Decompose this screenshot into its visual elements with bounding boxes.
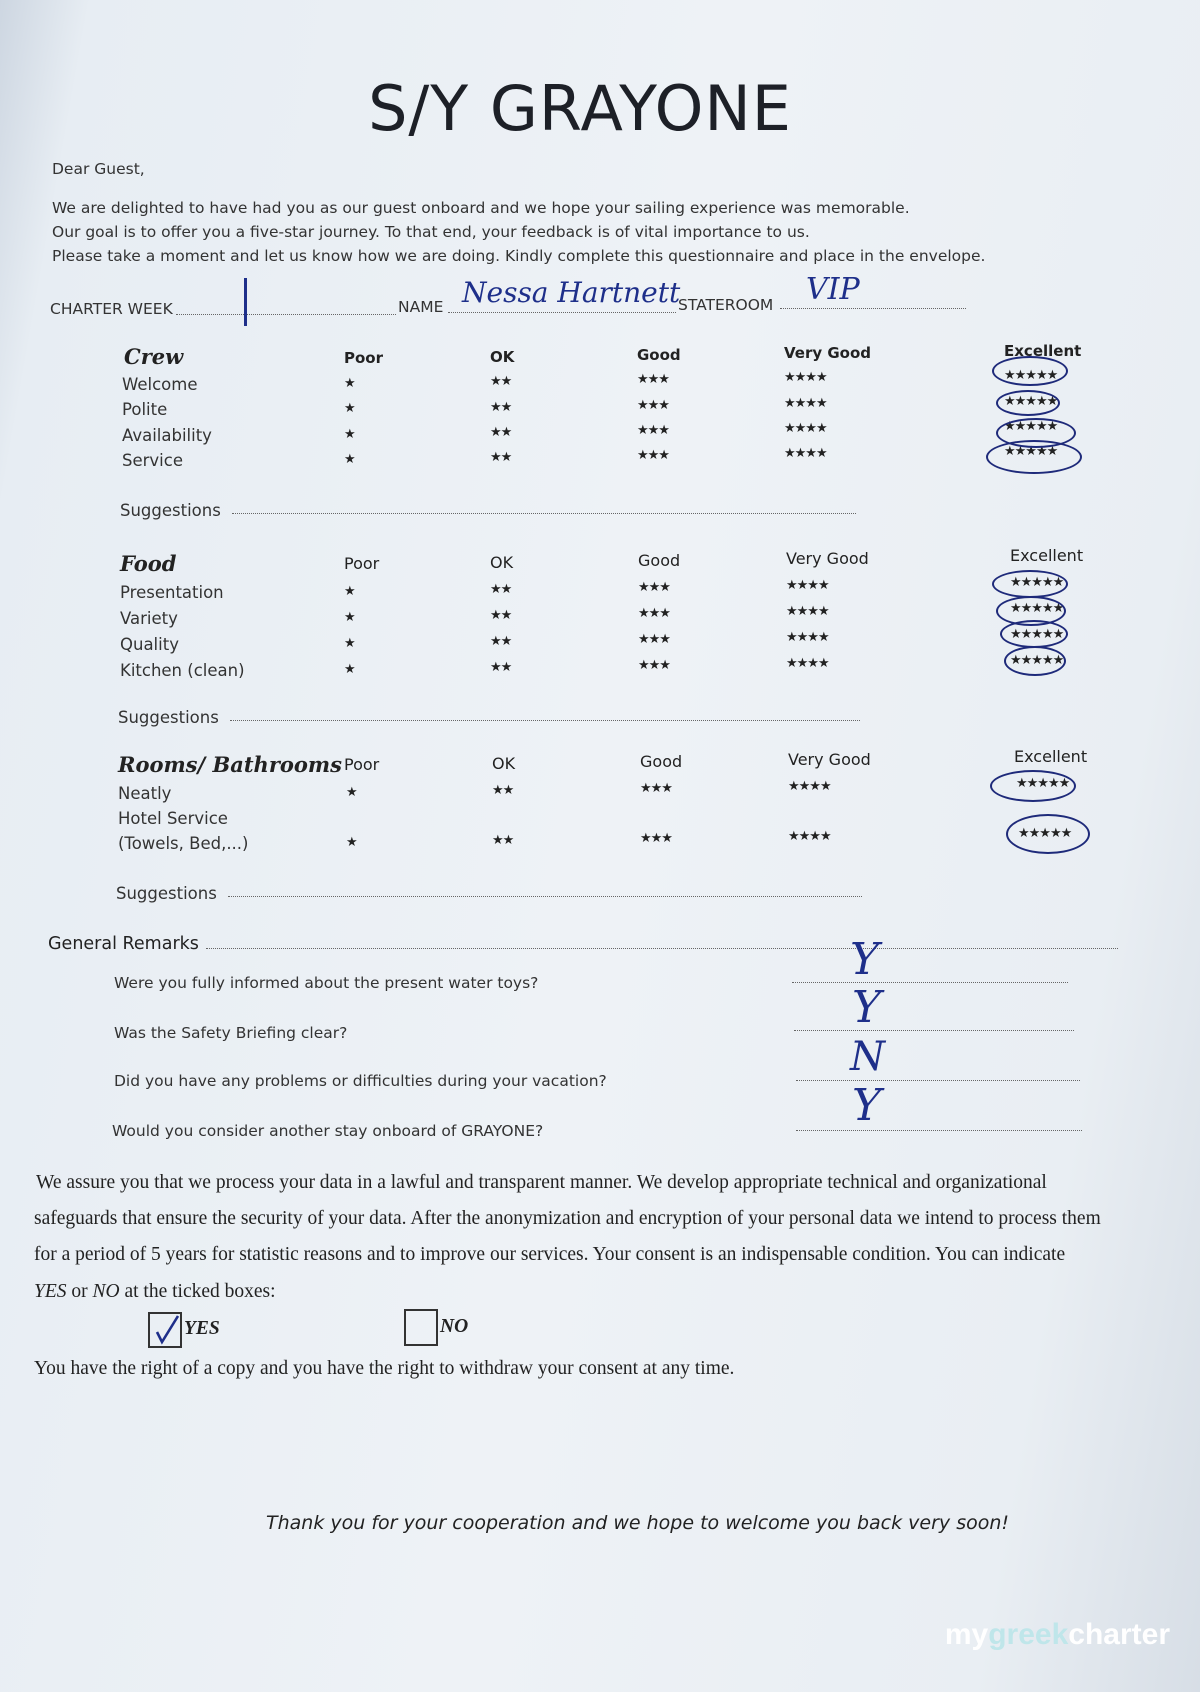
privacy-ticked-text: at the ticked boxes: — [124, 1281, 276, 1302]
question-another-stay: Would you consider another stay onboard of GRAYONE? — [112, 1122, 544, 1140]
star-rating[interactable]: ★ — [346, 785, 357, 800]
food-suggestions-label: Suggestions — [118, 708, 219, 727]
privacy-or-text: or — [71, 1281, 88, 1302]
privacy-line-3: for a period of 5 years for statistic reasons and to improve our services. Your consent is an indispensable condition. You can indicate — [34, 1244, 1066, 1265]
food-item-presentation: Presentation — [120, 583, 224, 602]
star-rating[interactable]: ★ — [344, 401, 355, 416]
answer-problems[interactable]: N — [850, 1034, 885, 1080]
star-rating[interactable]: ★★ — [490, 660, 512, 675]
star-rating[interactable]: ★★★ — [640, 781, 672, 796]
food-head-ok: OK — [490, 553, 514, 572]
star-rating[interactable]: ★★★ — [637, 372, 669, 387]
star-rating[interactable]: ★★★ — [637, 448, 669, 463]
rooms-head-excellent: Excellent — [1014, 747, 1088, 766]
answer-line[interactable] — [796, 1130, 1082, 1131]
yacht-title: S/Y GRAYONE — [368, 72, 792, 145]
rooms-item-hotel-service: Hotel Service — [118, 809, 228, 828]
star-rating[interactable]: ★ — [344, 376, 355, 391]
name-value[interactable]: Nessa Hartnett — [462, 276, 681, 309]
food-item-kitchen: Kitchen (clean) — [120, 661, 245, 680]
question-safety-briefing: Was the Safety Briefing clear? — [114, 1024, 348, 1042]
star-rating[interactable]: ★★ — [492, 783, 514, 798]
star-rating[interactable]: ★★★ — [638, 606, 670, 621]
crew-head-poor: Poor — [344, 349, 384, 367]
rooms-suggestions-line[interactable] — [228, 896, 862, 897]
star-rating[interactable]: ★★ — [490, 582, 512, 597]
name-line — [448, 312, 676, 313]
food-head-excellent: Excellent — [1010, 546, 1084, 565]
crew-item-welcome: Welcome — [122, 375, 198, 394]
crew-item-availability: Availability — [122, 426, 212, 445]
star-rating[interactable]: ★★★★★ — [1018, 826, 1072, 841]
privacy-rights: You have the right of a copy and you have the right to withdraw your consent at any time. — [34, 1358, 735, 1379]
star-rating[interactable]: ★★★ — [637, 398, 669, 413]
selected-circle — [986, 440, 1082, 474]
logo-part-1: my — [944, 1618, 989, 1651]
star-rating[interactable]: ★★★★★ — [1010, 627, 1064, 642]
star-rating[interactable]: ★ — [344, 427, 355, 442]
intro-line-2: Our goal is to offer you a five-star journey. To that end, your feedback is of vital importance to us. — [52, 223, 810, 241]
crew-item-service: Service — [122, 451, 183, 470]
food-head-verygood: Very Good — [786, 549, 869, 568]
answer-another-stay[interactable]: Y — [852, 1080, 882, 1131]
answer-safety-briefing[interactable]: Y — [852, 982, 882, 1033]
star-rating[interactable]: ★★★★ — [786, 656, 829, 671]
star-rating[interactable]: ★★ — [490, 608, 512, 623]
charter-week-label: CHARTER WEEK — [50, 300, 173, 318]
star-rating[interactable]: ★★★★ — [786, 604, 829, 619]
star-rating[interactable]: ★★★★★ — [1010, 601, 1064, 616]
selected-circle — [992, 570, 1068, 598]
intro-line-3: Please take a moment and let us know how we are doing. Kindly complete this questionnaire and place in the envelope. — [52, 247, 986, 265]
food-head-poor: Poor — [344, 554, 380, 573]
food-item-variety: Variety — [120, 609, 178, 628]
stateroom-label: STATEROOM — [678, 296, 774, 314]
star-rating[interactable]: ★★ — [490, 450, 512, 465]
star-rating[interactable]: ★★ — [490, 400, 512, 415]
star-rating[interactable]: ★★★★ — [788, 779, 831, 794]
star-rating[interactable]: ★★ — [492, 833, 514, 848]
star-rating[interactable]: ★★★★★ — [1016, 776, 1070, 791]
question-water-toys: Were you fully informed about the present water toys? — [114, 974, 539, 992]
star-rating[interactable]: ★★★ — [638, 658, 670, 673]
star-rating[interactable]: ★★★★ — [786, 630, 829, 645]
rooms-head-good: Good — [640, 752, 683, 771]
rooms-suggestions-label: Suggestions — [116, 884, 217, 903]
star-rating[interactable]: ★ — [344, 610, 355, 625]
star-rating[interactable]: ★★★ — [638, 580, 670, 595]
star-rating[interactable]: ★★★★★ — [1004, 419, 1058, 434]
star-rating[interactable]: ★ — [346, 835, 357, 850]
privacy-no-text: NO — [92, 1281, 120, 1302]
answer-water-toys[interactable]: Y — [850, 934, 880, 985]
answer-line[interactable] — [792, 982, 1068, 983]
star-rating[interactable]: ★ — [344, 584, 355, 599]
consent-no-checkbox[interactable] — [404, 1309, 438, 1346]
consent-no-label: NO — [440, 1316, 469, 1337]
star-rating[interactable]: ★★ — [490, 634, 512, 649]
star-rating[interactable]: ★★★★★ — [1004, 394, 1058, 409]
star-rating[interactable]: ★★★★ — [788, 829, 831, 844]
star-rating[interactable]: ★ — [344, 662, 355, 677]
crew-head-verygood: Very Good — [784, 344, 872, 362]
food-item-quality: Quality — [120, 635, 179, 654]
checkmark-icon — [150, 1314, 180, 1346]
privacy-line-2: safeguards that ensure the security of your data. After the anonymization and encryption of your personal data we intend to process them — [34, 1208, 1101, 1229]
selected-circle — [1000, 620, 1068, 648]
food-suggestions-line[interactable] — [230, 720, 860, 721]
star-rating[interactable]: ★★★★★ — [1010, 575, 1064, 590]
crew-head-excellent: Excellent — [1004, 342, 1082, 360]
logo-part-3: charter — [1068, 1618, 1170, 1651]
star-rating[interactable]: ★★★★★ — [1004, 368, 1058, 383]
stateroom-line — [780, 308, 966, 309]
star-rating[interactable]: ★★★★ — [784, 370, 827, 385]
watermark-logo — [945, 1618, 1170, 1652]
selected-circle — [1004, 646, 1066, 676]
intro-line-1: We are delighted to have had you as our guest onboard and we hope your sailing experience was memorable. — [52, 199, 910, 217]
pen-mark — [244, 278, 247, 326]
greeting: Dear Guest, — [52, 160, 145, 178]
star-rating[interactable]: ★★★★★ — [1010, 653, 1064, 668]
consent-yes-checkbox[interactable] — [148, 1312, 182, 1348]
rooms-item-neatly: Neatly — [118, 784, 172, 803]
star-rating[interactable]: ★★★★★ — [1004, 444, 1058, 459]
stateroom-value[interactable]: VIP — [806, 272, 860, 307]
closing-message: Thank you for your cooperation and we hope to welcome you back very soon! — [266, 1512, 1010, 1534]
rooms-item-towels-bed: (Towels, Bed,...) — [118, 834, 249, 853]
star-rating[interactable]: ★★★★ — [786, 578, 829, 593]
star-rating[interactable]: ★★★ — [638, 632, 670, 647]
crew-suggestions-label: Suggestions — [120, 501, 221, 520]
privacy-line-4 — [34, 1281, 276, 1303]
crew-title: Crew — [124, 344, 184, 369]
charter-week-line — [176, 314, 396, 315]
star-rating[interactable]: ★★★★ — [784, 446, 827, 461]
privacy-line-1: We assure you that we process your data in a lawful and transparent manner. We develop appropriate technical and organizational — [36, 1172, 1047, 1193]
logo-part-2: greek — [988, 1618, 1069, 1651]
rooms-title: Rooms/ Bathrooms — [118, 752, 342, 777]
star-rating[interactable]: ★ — [344, 452, 355, 467]
crew-head-good: Good — [637, 346, 681, 364]
star-rating[interactable]: ★★★★ — [784, 396, 827, 411]
crew-suggestions-line[interactable] — [232, 513, 856, 514]
selected-circle — [996, 390, 1060, 416]
star-rating[interactable]: ★★ — [490, 425, 512, 440]
question-problems: Did you have any problems or difficulties during your vacation? — [114, 1072, 607, 1090]
general-remarks-label: General Remarks — [48, 934, 199, 954]
selected-circle — [990, 770, 1076, 802]
food-title: Food — [120, 551, 177, 576]
selected-circle — [992, 356, 1068, 386]
answer-line[interactable] — [794, 1030, 1074, 1031]
food-head-good: Good — [638, 551, 681, 570]
crew-head-ok: OK — [490, 348, 515, 366]
star-rating[interactable]: ★★★★ — [784, 421, 827, 436]
crew-item-polite: Polite — [122, 400, 168, 419]
name-label: NAME — [398, 298, 444, 316]
star-rating[interactable]: ★★★ — [637, 423, 669, 438]
answer-line[interactable] — [796, 1080, 1080, 1081]
rooms-head-verygood: Very Good — [788, 750, 871, 769]
selected-circle — [1006, 814, 1090, 854]
consent-yes-label: YES — [184, 1318, 220, 1339]
star-rating[interactable]: ★★ — [490, 374, 512, 389]
rooms-head-poor: Poor — [344, 755, 380, 774]
privacy-yes-text: YES — [34, 1281, 67, 1302]
star-rating[interactable]: ★ — [344, 636, 355, 651]
star-rating[interactable]: ★★★ — [640, 831, 672, 846]
rooms-head-ok: OK — [492, 754, 516, 773]
general-remarks-line[interactable] — [206, 948, 1118, 949]
